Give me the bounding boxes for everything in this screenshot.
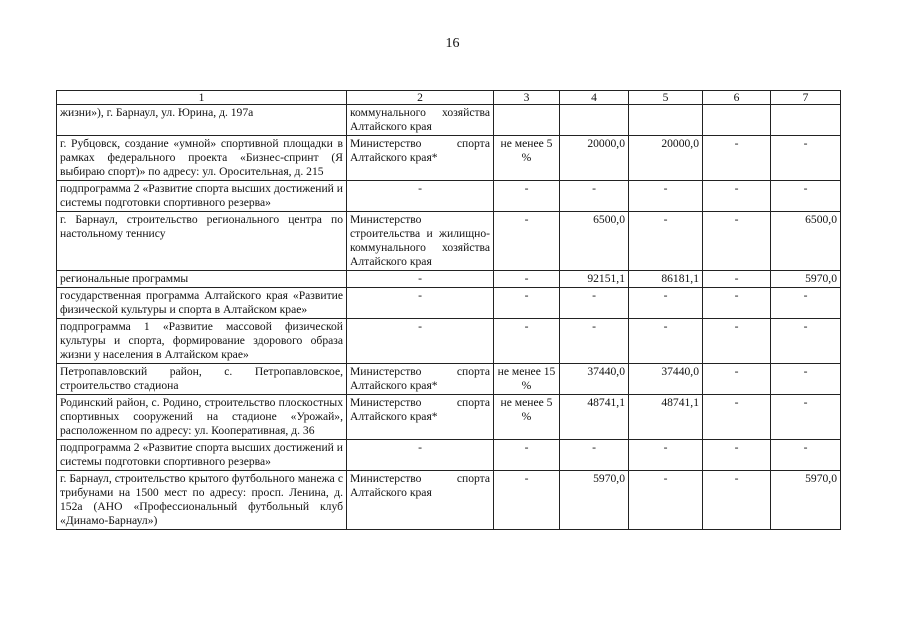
table-cell: жизни»), г. Барнаул, ул. Юрина, д. 197а <box>57 105 347 136</box>
table-cell: - <box>494 440 560 471</box>
table-cell: - <box>629 212 703 271</box>
table-cell: - <box>771 395 841 440</box>
table-cell: подпрограмма 2 «Развитие спорта высших достижений и системы подготовки спортивного резерва» <box>57 440 347 471</box>
table-cell: 48741,1 <box>560 395 629 440</box>
column-header: 3 <box>494 91 560 105</box>
table-row <box>57 440 841 471</box>
table-cell: - <box>560 319 629 364</box>
table-cell: - <box>703 395 771 440</box>
data-table <box>56 90 841 530</box>
table-cell: подпрограмма 1 «Развитие массовой физической культуры и спорта, формирование здорового образа жизни у населения в Алтайском крае» <box>57 319 347 364</box>
table-cell: - <box>771 136 841 181</box>
table-cell: - <box>703 288 771 319</box>
table-cell: региональные программы <box>57 271 347 288</box>
table-row <box>57 181 841 212</box>
table-cell: - <box>703 181 771 212</box>
table-cell: г. Барнаул, строительство регионального центра по настольному теннису <box>57 212 347 271</box>
table-cell: - <box>629 319 703 364</box>
table-cell: - <box>494 212 560 271</box>
table-row <box>57 364 841 395</box>
table-cell: - <box>771 181 841 212</box>
table-cell: 5970,0 <box>771 471 841 530</box>
table-cell: - <box>494 181 560 212</box>
table-cell: Министерство спорта Алтайского края* <box>347 364 494 395</box>
table-cell: - <box>629 288 703 319</box>
table-cell: - <box>494 471 560 530</box>
table-cell: - <box>347 181 494 212</box>
table-row <box>57 271 841 288</box>
table-cell: - <box>629 471 703 530</box>
table-cell: подпрограмма 2 «Развитие спорта высших достижений и системы подготовки спортивного резерва» <box>57 181 347 212</box>
table-cell: - <box>494 271 560 288</box>
table-cell: - <box>703 364 771 395</box>
table-cell: - <box>560 440 629 471</box>
table-cell: - <box>771 319 841 364</box>
table-cell: 37440,0 <box>629 364 703 395</box>
table-cell: - <box>771 364 841 395</box>
table-cell <box>560 105 629 136</box>
table-cell: - <box>771 288 841 319</box>
table-cell: г. Рубцовск, создание «умной» спортивной площадки в рамках федерального проекта «Бизнес-спринт (Я выбираю спорт)» по адресу: ул. Оросительная, д. 215 <box>57 136 347 181</box>
table-cell: - <box>494 319 560 364</box>
table-cell: Министерство строительства и жилищно-коммунального хозяйства Алтайского края <box>347 212 494 271</box>
table-cell: 5970,0 <box>560 471 629 530</box>
table-cell: - <box>560 181 629 212</box>
table-cell: Министерство спорта Алтайского края* <box>347 395 494 440</box>
table-cell: 92151,1 <box>560 271 629 288</box>
table-cell: Министерство спорта Алтайского края <box>347 471 494 530</box>
table-row <box>57 136 841 181</box>
header-row <box>57 91 841 105</box>
table-cell: 6500,0 <box>560 212 629 271</box>
table-row <box>57 471 841 530</box>
column-header: 5 <box>629 91 703 105</box>
table-cell: - <box>494 288 560 319</box>
table-cell: - <box>703 271 771 288</box>
table-row <box>57 105 841 136</box>
table-cell: не менее 5 % <box>494 136 560 181</box>
table-cell: не менее 15 % <box>494 364 560 395</box>
table-cell: 6500,0 <box>771 212 841 271</box>
table-cell: - <box>347 319 494 364</box>
table-cell: государственная программа Алтайского края «Развитие физической культуры и спорта в Алтайском крае» <box>57 288 347 319</box>
table-cell: - <box>771 440 841 471</box>
table-cell: - <box>629 181 703 212</box>
table-cell: Петропавловский район, с. Петропавловское, строительство стадиона <box>57 364 347 395</box>
table-cell: - <box>703 212 771 271</box>
table-cell: - <box>347 271 494 288</box>
table-cell: 48741,1 <box>629 395 703 440</box>
table-row <box>57 319 841 364</box>
table-cell: 5970,0 <box>771 271 841 288</box>
table-cell: 86181,1 <box>629 271 703 288</box>
table-cell: 20000,0 <box>629 136 703 181</box>
table-cell: - <box>347 288 494 319</box>
table-row <box>57 288 841 319</box>
table-cell <box>771 105 841 136</box>
table-cell: - <box>347 440 494 471</box>
table-cell: - <box>703 136 771 181</box>
page-number: 16 <box>445 36 460 51</box>
table-cell <box>703 105 771 136</box>
table-cell <box>494 105 560 136</box>
table-cell: коммунального хозяйства Алтайского края <box>347 105 494 136</box>
table-cell: - <box>629 440 703 471</box>
table-cell: не менее 5 % <box>494 395 560 440</box>
column-header: 1 <box>57 91 347 105</box>
table-cell: 20000,0 <box>560 136 629 181</box>
table-cell: - <box>560 288 629 319</box>
column-header: 6 <box>703 91 771 105</box>
table-row <box>57 212 841 271</box>
column-header: 7 <box>771 91 841 105</box>
table-cell: - <box>703 440 771 471</box>
table-cell: - <box>703 319 771 364</box>
table-cell: Родинский район, с. Родино, строительство плоскостных спортивных сооружений на стадионе «Урожай», расположенном по адресу: ул. Кооперативная, д. 36 <box>57 395 347 440</box>
table-cell: г. Барнаул, строительство крытого футбольного манежа с трибунами на 1500 мест по адресу: просп. Ленина, д. 152а (АНО «Профессиональный футбольный клуб «Динамо-Барнаул») <box>57 471 347 530</box>
table-cell: - <box>703 471 771 530</box>
table-row <box>57 395 841 440</box>
table-cell <box>629 105 703 136</box>
table-cell: 37440,0 <box>560 364 629 395</box>
column-header: 2 <box>347 91 494 105</box>
table-cell: Министерство спорта Алтайского края* <box>347 136 494 181</box>
column-header: 4 <box>560 91 629 105</box>
